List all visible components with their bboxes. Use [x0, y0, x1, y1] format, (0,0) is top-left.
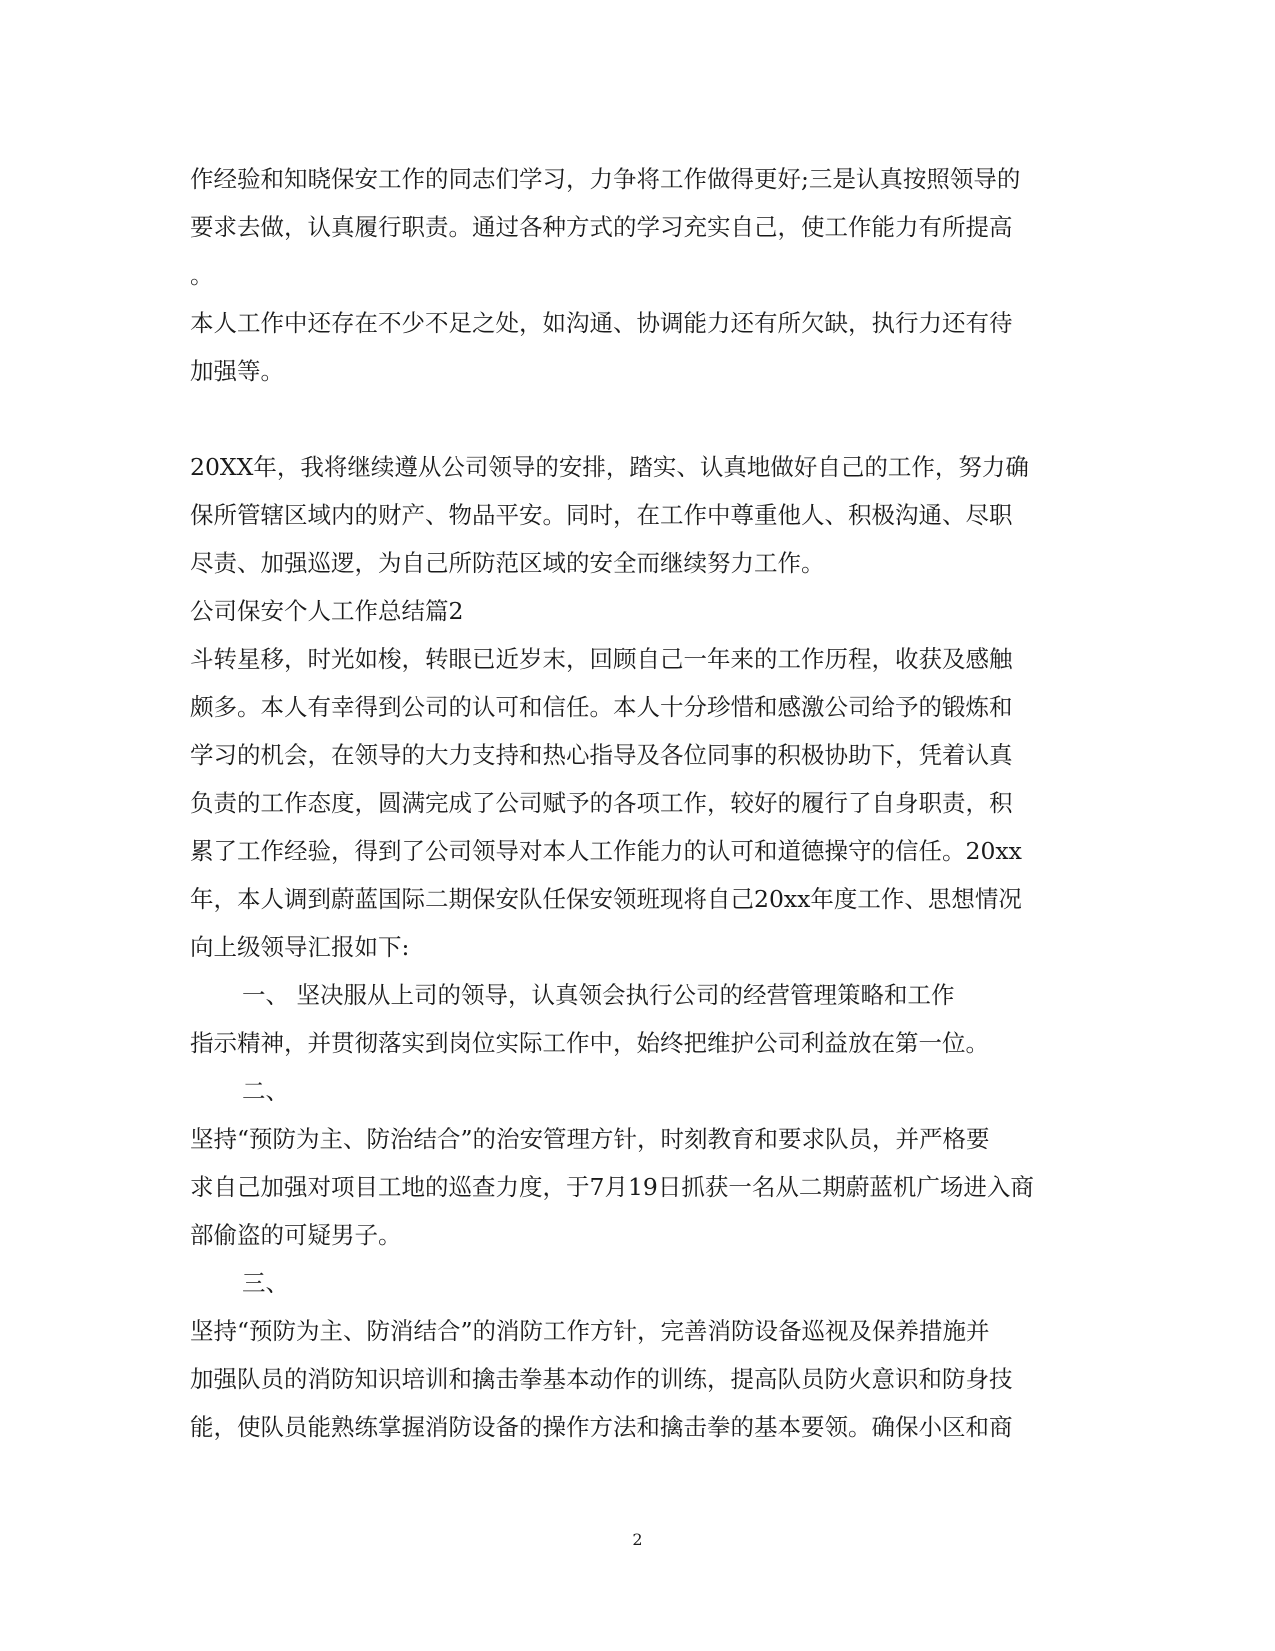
text-line: 20XX年，我将继续遵从公司领导的安排，踏实、认真地做好自己的工作，努力确 [190, 453, 1029, 481]
document-body [190, 155, 1070, 1451]
text-line: 要求去做，认真履行职责。通过各种方式的学习充实自己，使工作能力有所提高 [190, 213, 1013, 241]
text-line: 坚持“预防为主、防消结合”的消防工作方针，完善消防设备巡视及保养措施并 [190, 1317, 990, 1345]
text-line: 向上级领导汇报如下: [190, 933, 410, 961]
text-line: 。 [190, 261, 214, 289]
text-line: 保所管辖区域内的财产、物品平安。同时，在工作中尊重他人、积极沟通、尽职 [190, 501, 1013, 529]
text-line: 年，本人调到蔚蓝国际二期保安队任保安领班现将自己20xx年度工作、思想情况 [190, 885, 1022, 913]
list-item-2-marker: 二、 [242, 1077, 289, 1105]
paragraph-spacer [190, 395, 1070, 443]
text-line: 加强等。 [190, 357, 284, 385]
text-line: 学习的机会，在领导的大力支持和热心指导及各位同事的积极协助下，凭着认真 [190, 741, 1013, 769]
text-line: 颇多。本人有幸得到公司的认可和信任。本人十分珍惜和感激公司给予的锻炼和 [190, 693, 1013, 721]
list-item-3-marker: 三、 [242, 1269, 289, 1297]
text-line: 本人工作中还存在不少不足之处，如沟通、协调能力还有所欠缺，执行力还有待 [190, 309, 1013, 337]
text-line: 尽责、加强巡逻，为自己所防范区域的安全而继续努力工作。 [190, 549, 825, 577]
page-number: 2 [632, 1530, 643, 1549]
text-line: 部偷盗的可疑男子。 [190, 1221, 402, 1249]
text-line: 求自己加强对项目工地的巡查力度，于7月19日抓获一名从二期蔚蓝机广场进入商 [190, 1173, 1034, 1201]
text-line: 能，使队员能熟练掌握消防设备的操作方法和擒击拳的基本要领。确保小区和商 [190, 1413, 1013, 1441]
text-line: 加强队员的消防知识培训和擒击拳基本动作的训练，提高队员防火意识和防身技 [190, 1365, 1013, 1393]
text-line: 坚持“预防为主、防治结合”的治安管理方针，时刻教育和要求队员，并严格要 [190, 1125, 990, 1153]
text-line: 指示精神，并贯彻落实到岗位实际工作中，始终把维护公司利益放在第一位。 [190, 1029, 989, 1057]
text-line: 累了工作经验，得到了公司领导对本人工作能力的认可和道德操守的信任。20xx [190, 837, 1022, 865]
section-heading: 公司保安个人工作总结篇2 [190, 597, 464, 625]
text-line: 负责的工作态度，圆满完成了公司赋予的各项工作，较好的履行了自身职责，积 [190, 789, 1013, 817]
text-line: 斗转星移，时光如梭，转眼已近岁末，回顾自己一年来的工作历程，收获及感触 [190, 645, 1013, 673]
text-line: 作经验和知晓保安工作的同志们学习，力争将工作做得更好;三是认真按照领导的 [190, 165, 1021, 193]
list-item-1: 一、 坚决服从上司的领导，认真领会执行公司的经营管理策略和工作 [242, 981, 955, 1009]
